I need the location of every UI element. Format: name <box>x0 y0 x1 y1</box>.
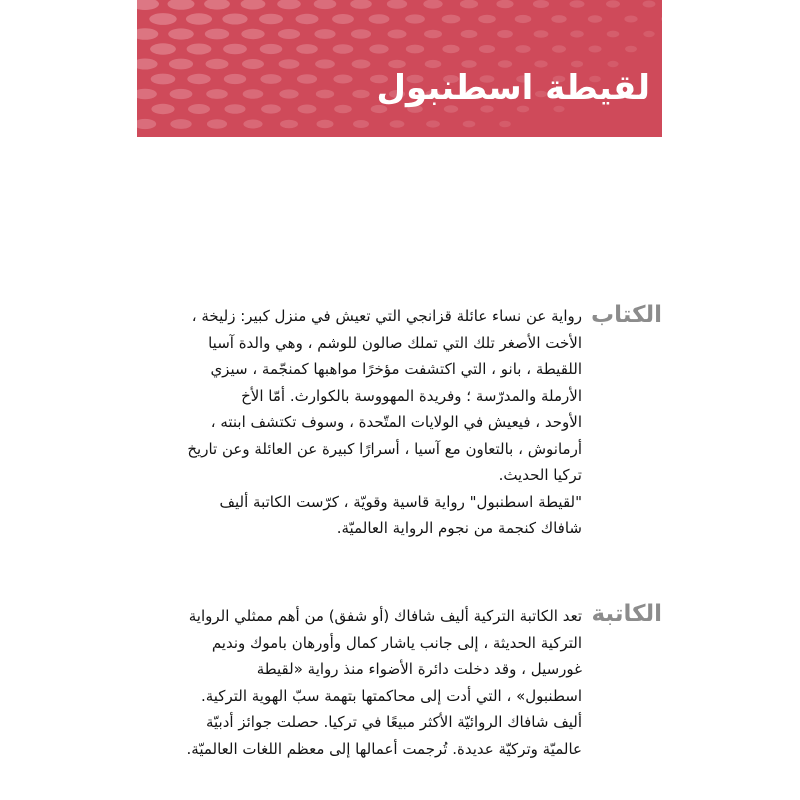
pattern-dot <box>351 29 371 38</box>
pattern-dot <box>207 119 227 128</box>
pattern-dot <box>570 0 585 8</box>
pattern-dot <box>498 60 512 67</box>
pattern-dot <box>186 13 212 24</box>
text-line: الأرملة والمدرّسة ؛ وفريدة المهووسة بالكوارث. أمّا الأخ <box>241 386 582 405</box>
pattern-dot <box>643 31 654 37</box>
pattern-dot <box>478 15 496 24</box>
pattern-dot <box>225 104 246 114</box>
pattern-dot <box>387 0 407 9</box>
pattern-dot <box>425 60 442 68</box>
pattern-dot <box>406 45 424 54</box>
text-line: عالميّة وتركيّة عديدة. تُرجمت أعمالها إلى معظم اللغات العالميّة. <box>186 739 582 758</box>
pattern-dot <box>460 0 478 8</box>
pattern-dot <box>388 30 407 39</box>
pattern-dot <box>607 61 618 67</box>
text-line: اسطنبول» ، التي أدت إلى محاكمتها بتهمة سبّ الهوية التركية. <box>200 686 582 705</box>
pattern-dot <box>606 0 620 7</box>
text-line: الأخت الأصغر تلك التي تملك صالون للوشم ، وهي والدة آسيا <box>208 333 582 352</box>
pattern-dot <box>170 89 193 99</box>
pattern-dot <box>533 0 549 8</box>
pattern-dot <box>279 89 298 98</box>
pattern-dot <box>137 89 157 100</box>
author-section-label: الكاتبة <box>591 601 662 627</box>
pattern-dot <box>333 75 352 84</box>
pattern-dot <box>205 29 229 40</box>
text-line: التركية الحديثة ، إلى جانب ياشار كمال وأورهان باموك ونديم <box>211 633 582 652</box>
pattern-dot <box>206 89 228 99</box>
text-line: تركيا الحديث. <box>498 466 582 484</box>
pattern-dot <box>442 45 459 53</box>
pattern-dot <box>222 14 247 25</box>
pattern-dot <box>188 104 210 114</box>
pattern-dot <box>461 30 478 38</box>
pattern-dot <box>352 90 369 98</box>
pattern-dot <box>241 0 266 10</box>
pattern-dot <box>280 120 298 129</box>
pattern-dot <box>187 74 210 84</box>
pattern-dot <box>314 0 337 9</box>
pattern-dot <box>534 60 547 67</box>
pattern-dot <box>369 44 388 53</box>
pattern-dot <box>168 28 194 39</box>
pattern-dot <box>551 15 566 23</box>
book-description <box>112 303 582 542</box>
pattern-dot <box>442 15 461 24</box>
pattern-dot <box>206 59 229 69</box>
pattern-dot <box>150 43 176 54</box>
pattern-dot <box>314 29 335 39</box>
pattern-dot <box>296 14 319 24</box>
pattern-dot <box>353 120 369 128</box>
pattern-dot <box>261 104 281 113</box>
pattern-dot <box>279 59 300 69</box>
pattern-dot <box>589 46 602 53</box>
pattern-dot <box>479 45 495 53</box>
pattern-dot <box>333 44 354 54</box>
pattern-dot <box>463 121 476 128</box>
pattern-dot <box>137 0 159 10</box>
author-bio <box>112 603 582 762</box>
pattern-dot <box>423 0 442 9</box>
pattern-dot <box>137 119 156 129</box>
pattern-dot <box>137 28 158 40</box>
pattern-dot <box>534 30 549 38</box>
pattern-dot <box>204 0 230 10</box>
pattern-dot <box>260 44 283 54</box>
pattern-dot <box>350 0 372 9</box>
pattern-dot <box>497 30 513 38</box>
pattern-dot <box>552 45 566 52</box>
pattern-dot <box>461 60 476 68</box>
pattern-dot <box>151 104 174 114</box>
pattern-dot <box>334 105 352 114</box>
pattern-dot <box>426 120 440 127</box>
pattern-dot <box>170 119 191 129</box>
pattern-dot <box>661 16 662 23</box>
pattern-dot <box>588 15 602 22</box>
pattern-dot <box>332 14 354 24</box>
pattern-dot <box>369 14 390 24</box>
text-line: اللقيطة ، بانو ، التي اكتشفت مؤخرًا مواهبها كمنجّمة ، سيزي <box>210 360 582 378</box>
pattern-dot <box>259 14 283 25</box>
text-line: شافاك كنجمة من نجوم الرواية العالميّة. <box>336 519 582 537</box>
pattern-dot <box>496 0 513 8</box>
text-line: تعد الكاتبة التركية أليف شافاك (أو شفق) من أهم ممثلي الرواية <box>188 607 582 625</box>
pattern-dot <box>260 74 281 84</box>
text-line: غورسيل ، وقد دخلت دائرة الأضواء منذ رواية «لقيطة <box>256 660 582 678</box>
pattern-dot <box>224 74 246 84</box>
pattern-dot <box>243 89 264 99</box>
pattern-dot <box>571 61 583 68</box>
text-line: الأوحد ، فيعيش في الولايات المتّحدة ، وسوف تكتشف ابنته ، <box>210 413 582 431</box>
pattern-dot <box>315 59 335 68</box>
pattern-dot <box>424 30 442 39</box>
pattern-dot <box>625 46 637 53</box>
text-line: أرمانوش ، بالتعاون مع آسيا ، أسرارًا كبيرة عن العائلة وعن تاريخ <box>187 439 582 458</box>
pattern-dot <box>390 120 405 128</box>
text-line: رواية عن نساء عائلة قزانجي التي تعيش في منزل كبير: زليخة ، <box>191 307 582 325</box>
page-title: لقيطة اسطنبول <box>376 68 650 108</box>
pattern-dot <box>316 90 334 99</box>
pattern-dot <box>137 59 158 70</box>
text-line: أليف شافاك الروائيّة الأكثر مبيعًا في تركيا. حصلت جوائز أدبيّة <box>205 713 582 731</box>
pattern-dot <box>643 1 656 8</box>
pattern-dot <box>241 29 264 39</box>
pattern-dot <box>169 59 193 70</box>
text-line: "لقيطة اسطنبول" رواية قاسية وقويّة ، كرّست الكاتبة أليف <box>219 492 582 511</box>
pattern-dot <box>570 30 584 37</box>
pattern-dot <box>151 74 176 85</box>
pattern-dot <box>388 60 406 69</box>
pattern-dot <box>499 121 511 128</box>
pattern-dot <box>298 105 317 114</box>
pattern-dot <box>607 31 620 38</box>
title-banner <box>137 0 662 137</box>
pattern-dot <box>515 45 530 53</box>
pattern-dot <box>168 0 195 10</box>
book-section-label: الكتاب <box>590 302 662 328</box>
pattern-dot <box>296 44 318 54</box>
pattern-dot <box>278 29 300 39</box>
pattern-dot <box>149 13 176 25</box>
pattern-dot <box>624 16 637 23</box>
pattern-dot <box>515 15 532 23</box>
pattern-dot <box>317 120 334 128</box>
pattern-dot <box>243 120 262 129</box>
pattern-dot <box>242 59 264 69</box>
pattern-dot <box>277 0 301 9</box>
pattern-dot <box>297 74 317 83</box>
pattern-dot <box>187 44 212 55</box>
pattern-dot <box>223 44 247 55</box>
pattern-dot <box>405 14 425 23</box>
pattern-dot <box>352 60 371 69</box>
